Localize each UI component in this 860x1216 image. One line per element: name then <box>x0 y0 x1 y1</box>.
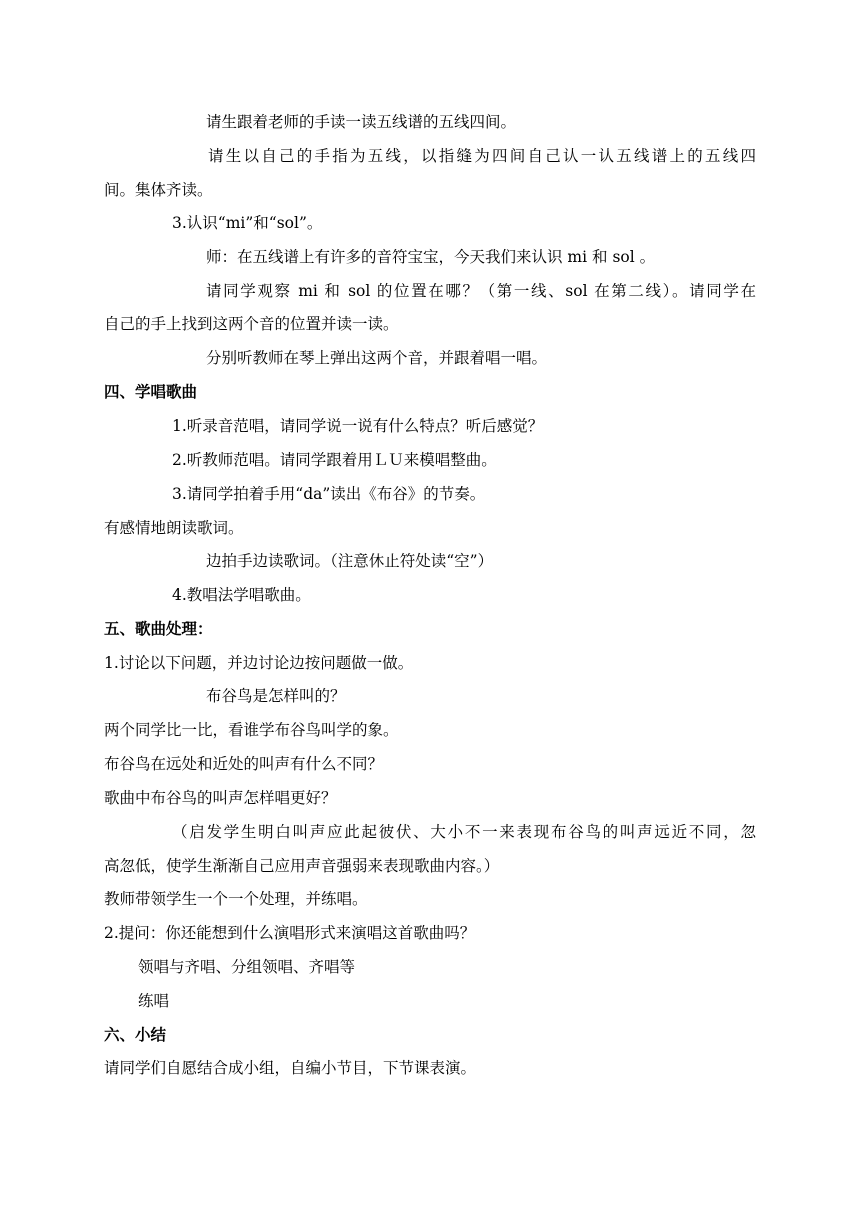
paragraph-read-lyrics: 有感情地朗读歌词。 <box>104 519 244 537</box>
paragraph-finger-staff-line1: 请生以自己的手指为五线，以指缝为四间自己认一认五线谱上的五线四 <box>208 147 756 165</box>
list-item-4-4: 4.教唱法学唱歌曲。 <box>172 586 311 604</box>
paragraph-teacher-notes: 师：在五线谱上有许多的音符宝宝，今天我们来认识 mi 和 sol 。 <box>206 248 656 266</box>
paragraph-teacher-lead: 教师带领学生一个一个处理，并练唱。 <box>104 890 368 908</box>
question-cuckoo-call: 布谷鸟是怎样叫的？ <box>206 687 346 705</box>
question-sing-better: 歌曲中布谷鸟的叫声怎样唱更好？ <box>104 789 337 807</box>
section-heading-6: 六、小结 <box>104 1026 167 1044</box>
section-heading-5: 五、歌曲处理： <box>104 620 213 638</box>
paragraph-finger-staff-line2: 间。集体齐读。 <box>104 181 213 199</box>
paragraph-summary: 请同学们自愿结合成小组，自编小节目，下节课表演。 <box>104 1059 477 1077</box>
list-item-4-1: 1.听录音范唱，请同学说一说有什么特点？听后感觉？ <box>172 417 544 435</box>
paragraph-read-staff: 请生跟着老师的手读一读五线谱的五线四间。 <box>206 113 517 131</box>
list-item-3-mi-sol: 3.认识“mi”和“sol”。 <box>172 214 323 232</box>
paragraph-compare: 两个同学比一比，看谁学布谷鸟叫学的象。 <box>104 721 399 739</box>
paragraph-observe-line1: 请同学观察 mi 和 sol 的位置在哪？（第一线、sol 在第二线）。请同学在 <box>206 282 756 300</box>
paragraph-practice: 练唱 <box>138 992 170 1010</box>
section-heading-4: 四、学唱歌曲 <box>104 383 198 401</box>
list-item-5-1: 1.讨论以下问题，并边讨论边按问题做一做。 <box>104 654 414 672</box>
paragraph-clap-read: 边拍手边读歌词。（注意休止符处读“空”） <box>206 552 494 570</box>
note-inspire-line2: 高忽低，使学生渐渐自己应用声音强弱来表现歌曲内容。） <box>104 857 500 875</box>
paragraph-observe-line2: 自己的手上找到这两个音的位置并读一读。 <box>104 315 399 333</box>
question-far-near: 布谷鸟在远处和近处的叫声有什么不同？ <box>104 755 384 773</box>
note-inspire-line1: （启发学生明白叫声应此起彼伏、大小不一来表现布谷鸟的叫声远近不同，忽 <box>172 823 756 841</box>
paragraph-piano: 分别听教师在琴上弹出这两个音，并跟着唱一唱。 <box>206 349 548 367</box>
list-item-4-2: 2.听教师范唱。请同学跟着用ＬＵ来模唱整曲。 <box>172 451 497 469</box>
paragraph-singing-forms: 领唱与齐唱、分组领唱、齐唱等 <box>138 958 356 976</box>
list-item-4-3: 3.请同学拍着手用“da”读出《布谷》的节奏。 <box>172 485 486 503</box>
list-item-5-2: 2.提问：你还能想到什么演唱形式来演唱这首歌曲吗？ <box>104 924 476 942</box>
